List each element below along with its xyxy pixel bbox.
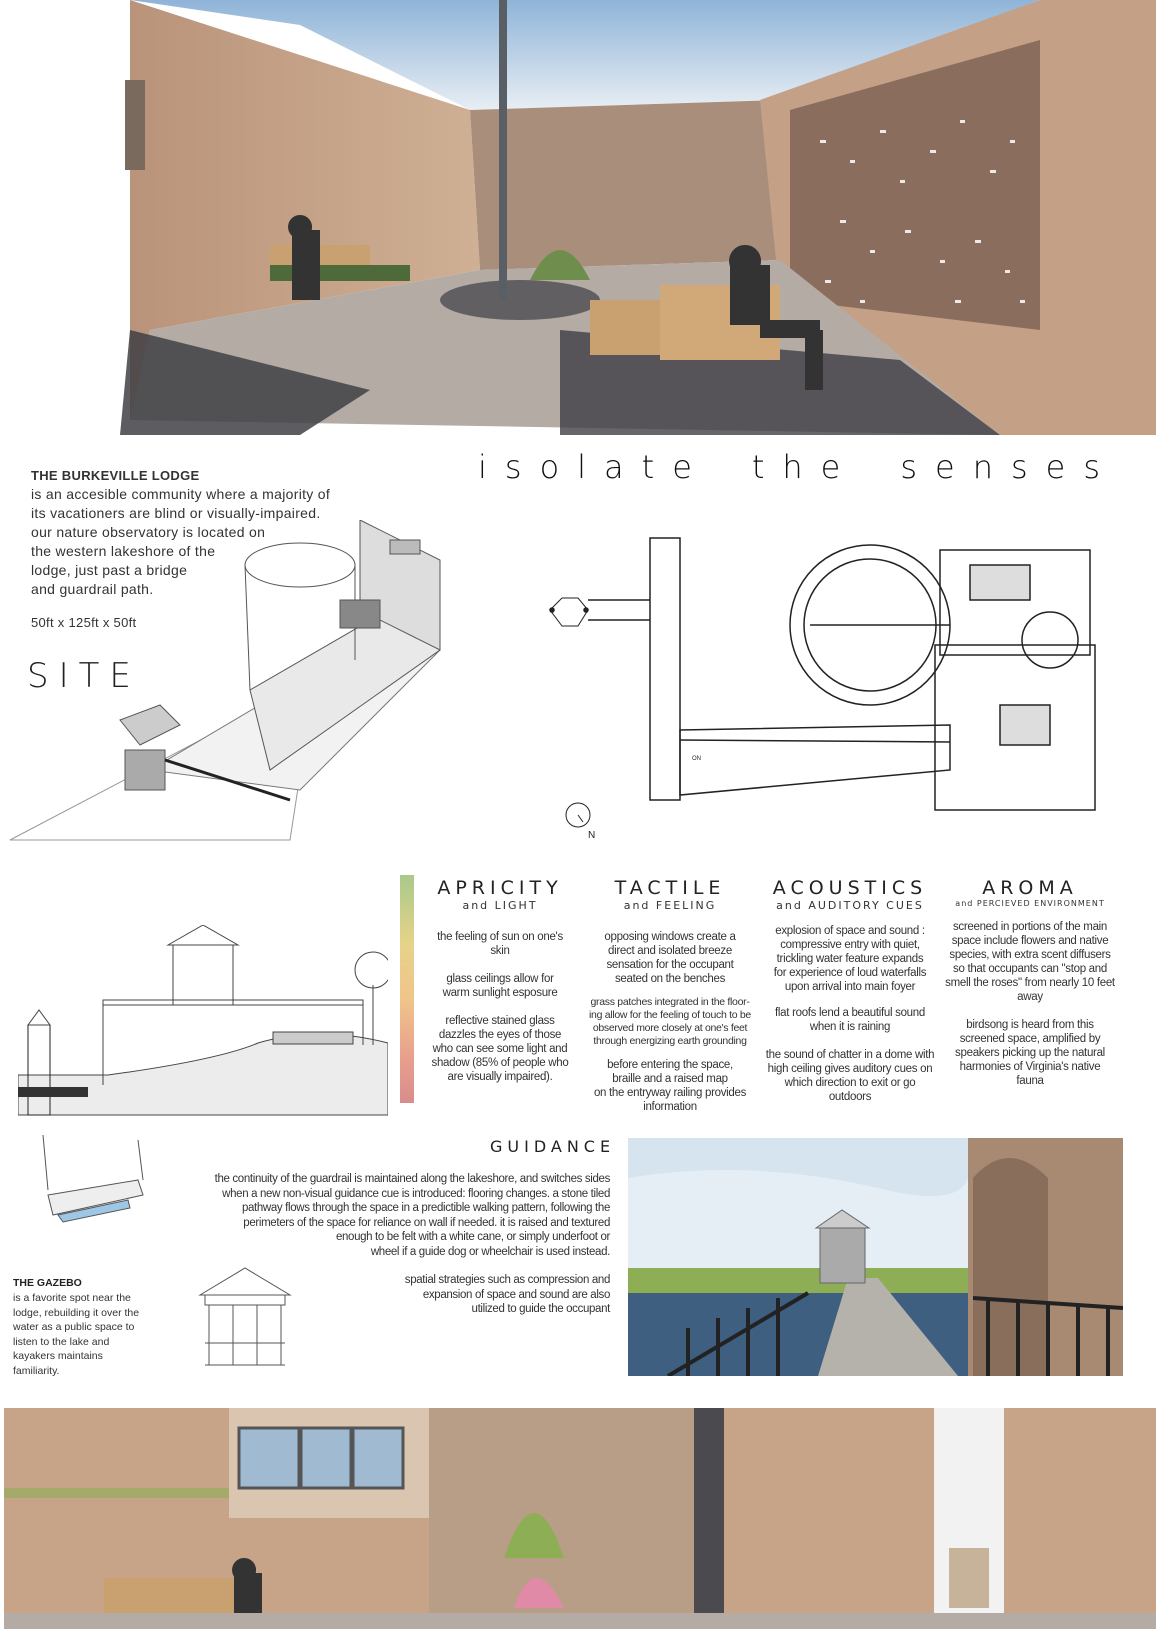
sense-column-apricity <box>425 877 575 1084</box>
intro-line: lodge, just past a bridge <box>31 562 188 578</box>
sense-paragraph: reflective stained glass dazzles the eyes of those who can see some light and shadow (85% of people who are visually impaired). <box>431 1015 569 1083</box>
sense-paragraph: before entering the space, braille and a raised map on the entryway railing provides information <box>593 1059 747 1113</box>
gazebo-text: is a favorite spot near the lodge, rebuilding it over the water as a public space to listen to the lake and kayakers maintains familiarity. <box>13 1292 140 1377</box>
intro-heading: THE BURKEVILLE LODGE <box>31 468 200 483</box>
sense-title: APRICITY <box>437 877 563 899</box>
sense-paragraph: grass patches integrated in the floor- ing allow for the feeling of touch to be observed more closely at one's feet through energizing earth grounding <box>589 996 751 1047</box>
sense-paragraph: flat roofs lend a beautiful sound when it is raining <box>775 1007 925 1033</box>
title-word-1: isolate <box>478 448 710 486</box>
title-word-2: the <box>751 448 859 486</box>
courtyard-render-top <box>0 0 1156 435</box>
stained-glass-swatch <box>400 875 414 1103</box>
guidance-paragraph: the continuity of the guardrail is maintained along the lakeshore, and switches sides when a new non-visual guidance cue is introduced: flooring changes. a stone tiled pathway flows through the space in a predictible walking pattern, following the perimeters of the space for reliance on wall if needed. it is raised and textured enough to be felt with a white cane, or simply underfoot or wheel if a guide dog or wheelchair is used instead. <box>214 1173 610 1258</box>
sense-column-acoustics <box>765 877 935 1104</box>
sense-paragraph: the feeling of sun on one's skin <box>437 931 563 957</box>
bridge-render <box>628 1138 1123 1376</box>
sense-subtitle: and FEELING <box>623 899 717 912</box>
intro-line: the western lakeshore of the <box>31 543 216 559</box>
sense-title: AROMA <box>982 877 1078 899</box>
sense-paragraph: opposing windows create a direct and isolated breeze sensation for the occupant seated on the benches <box>604 931 736 985</box>
sense-column-tactile <box>585 877 755 1114</box>
railing-detail-sketch <box>18 1130 158 1240</box>
section-drawing <box>18 925 388 1120</box>
page-title <box>478 448 1118 488</box>
dimensions: 50ft x 125ft x 50ft <box>31 615 137 630</box>
sense-paragraph: explosion of space and sound : compressive entry with quiet, trickling water feature expands for experience of loud waterfalls upon arrival into main foyer <box>773 925 927 993</box>
north-arrow-icon <box>563 800 593 830</box>
plan-entry-label: ON <box>692 756 701 762</box>
guidance-title: GUIDANCE <box>490 1137 616 1156</box>
sense-paragraph: glass ceilings allow for warm sunlight esposure <box>442 973 558 999</box>
floor-plan <box>540 530 1100 820</box>
sense-title: ACOUSTICS <box>772 877 928 899</box>
sense-paragraph: screened in portions of the main space include flowers and native species, with extra scent diffusers so that occupants can "stop and smell the roses" from nearly 10 feet away <box>945 921 1115 1003</box>
intro-line: is an accesible community where a majority of <box>31 486 331 502</box>
sense-subtitle: and AUDITORY CUES <box>776 899 924 912</box>
sense-paragraph: the sound of chatter in a dome with high ceiling gives auditory cues on which direction to exit or go outdoors <box>765 1049 935 1103</box>
intro-line: its vacationers are blind or visually-impaired. <box>31 505 321 521</box>
guidance-paragraph: spatial strategies such as compression and expansion of space and sound are also utilized to guide the occupant <box>404 1274 610 1315</box>
sense-subtitle: and PERCIEVED ENVIRONMENT <box>955 899 1105 908</box>
intro-line: our nature observatory is located on <box>31 524 266 540</box>
courtyard-render-bottom <box>4 1408 1156 1629</box>
north-label: N <box>588 830 596 841</box>
axonometric-sketch <box>0 520 550 850</box>
gazebo-heading: THE GAZEBO <box>13 1277 82 1289</box>
title-word-3: senses <box>900 448 1118 486</box>
sense-column-aroma <box>945 877 1115 1088</box>
site-label: SITE <box>27 656 141 696</box>
sense-subtitle: and LIGHT <box>462 899 538 912</box>
sense-paragraph: birdsong is heard from this screened space, amplified by speakers picking up the natural harmonies of Virginia's native fauna <box>955 1019 1105 1087</box>
sense-title: TACTILE <box>614 877 726 899</box>
intro-line: and guardrail path. <box>31 581 154 597</box>
gazebo-sketch <box>195 1265 295 1373</box>
